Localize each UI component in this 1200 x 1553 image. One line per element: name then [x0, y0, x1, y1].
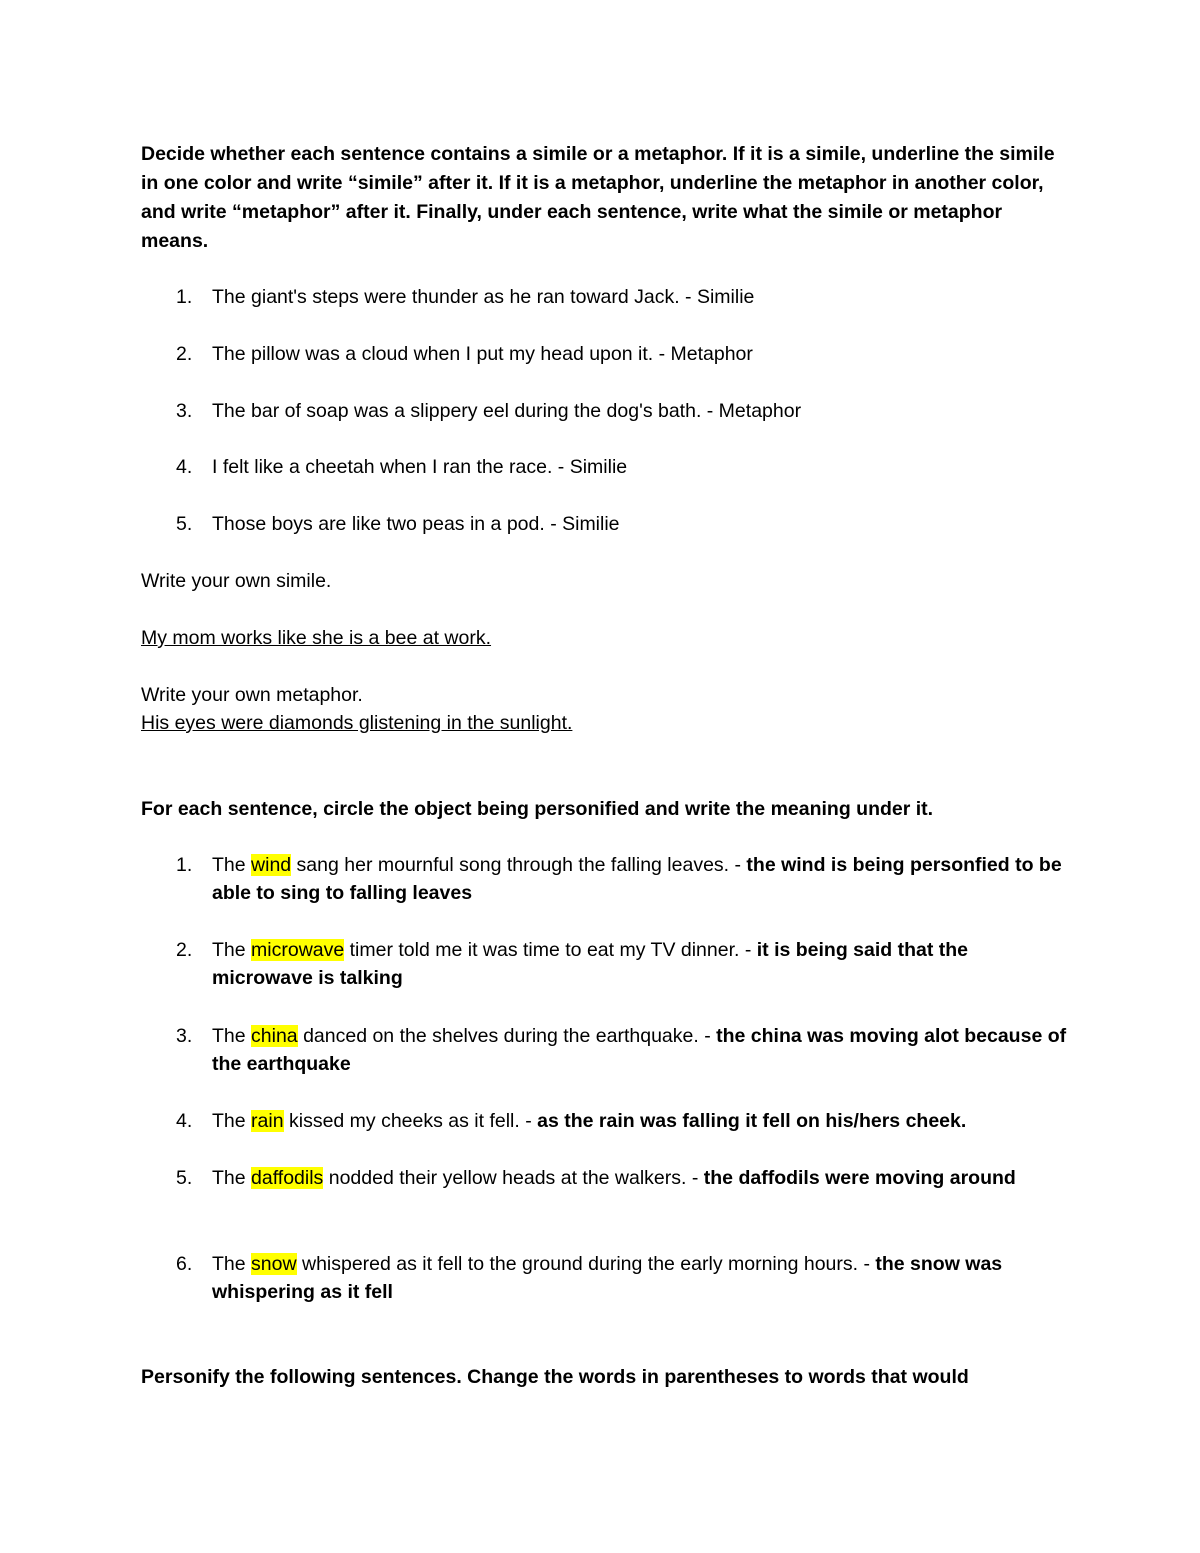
item-sentence-rest: kissed my cheeks as it fell. - [283, 1110, 538, 1132]
item-sentence-rest: whispered as it fell to the ground during the early morning hours. - [296, 1253, 876, 1275]
item-text [212, 1107, 1072, 1135]
item-number: 4. [176, 456, 193, 478]
item-number: 5. [176, 1167, 193, 1189]
item-number: 5. [176, 513, 193, 535]
item-text [212, 1022, 1072, 1078]
item-text: The pillow was a cloud when I put my head upon it. - Metaphor [212, 343, 753, 365]
item-text [212, 851, 1072, 907]
item-sentence-rest: sang her mournful song through the falling leaves. - [291, 854, 747, 876]
item-answer: the daffodils were moving around [703, 1167, 1016, 1189]
personified-object-highlight: rain [251, 1110, 284, 1132]
item-answer: the wind is being personfied to be able to sing to falling leaves [212, 854, 1062, 904]
personified-object-highlight: microwave [251, 939, 345, 961]
item-prefix: The [212, 939, 252, 961]
item-text [212, 1164, 1072, 1192]
simile-answer: My mom works like she is a bee at work. [141, 627, 492, 649]
personified-object-highlight: china [251, 1025, 298, 1047]
item-text: The bar of soap was a slippery eel during the dog's bath. - Metaphor [212, 400, 802, 422]
item-prefix: The [212, 1167, 252, 1189]
item-prefix: The [212, 1253, 252, 1275]
item-prefix: The [212, 854, 252, 876]
item-answer: the china was moving alot because of the earthquake [212, 1025, 1067, 1075]
personified-object-highlight: daffodils [251, 1167, 324, 1189]
item-text [212, 1250, 1072, 1306]
item-text: Those boys are like two peas in a pod. - Similie [212, 513, 620, 535]
item-text: I felt like a cheetah when I ran the race. - Similie [212, 456, 628, 478]
item-number: 2. [176, 343, 193, 365]
item-sentence-rest: nodded their yellow heads at the walkers. - [323, 1167, 704, 1189]
item-number: 6. [176, 1253, 193, 1275]
metaphor-prompt: Write your own metaphor. [141, 684, 363, 706]
item-sentence-rest: danced on the shelves during the earthquake. - [297, 1025, 717, 1047]
item-text: The giant's steps were thunder as he ran toward Jack. - Similie [212, 286, 755, 308]
section1-instructions: Decide whether each sentence contains a simile or a metaphor. If it is a simile, underline the simile in one color and write “simile” after it. If it is a metaphor, underline the metaphor in another color, and write “metaphor” after it. Finally, under each sentence, write what the simile or metaphor means. [141, 143, 1055, 252]
simile-prompt: Write your own simile. [141, 570, 332, 592]
item-number: 2. [176, 939, 193, 961]
section2-instructions: For each sentence, circle the object being personified and write the meaning under it. [141, 798, 934, 820]
item-prefix: The [212, 1110, 252, 1132]
item-prefix: The [212, 1025, 252, 1047]
section3-instructions: Personify the following sentences. Change the words in parentheses to words that would [141, 1366, 969, 1388]
personified-object-highlight: wind [251, 854, 292, 876]
item-answer: the snow was whispering as it fell [212, 1253, 1003, 1303]
item-answer: it is being said that the microwave is talking [212, 939, 969, 989]
item-number: 4. [176, 1110, 193, 1132]
personified-object-highlight: snow [251, 1253, 297, 1275]
item-sentence-rest: timer told me it was time to eat my TV dinner. - [344, 939, 757, 961]
item-answer: as the rain was falling it fell on his/hers cheek. [537, 1110, 967, 1132]
item-text [212, 936, 1072, 992]
item-number: 3. [176, 400, 193, 422]
item-number: 1. [176, 854, 193, 876]
item-number: 1. [176, 286, 193, 308]
item-number: 3. [176, 1025, 193, 1047]
metaphor-answer: His eyes were diamonds glistening in the sunlight. [141, 712, 573, 734]
